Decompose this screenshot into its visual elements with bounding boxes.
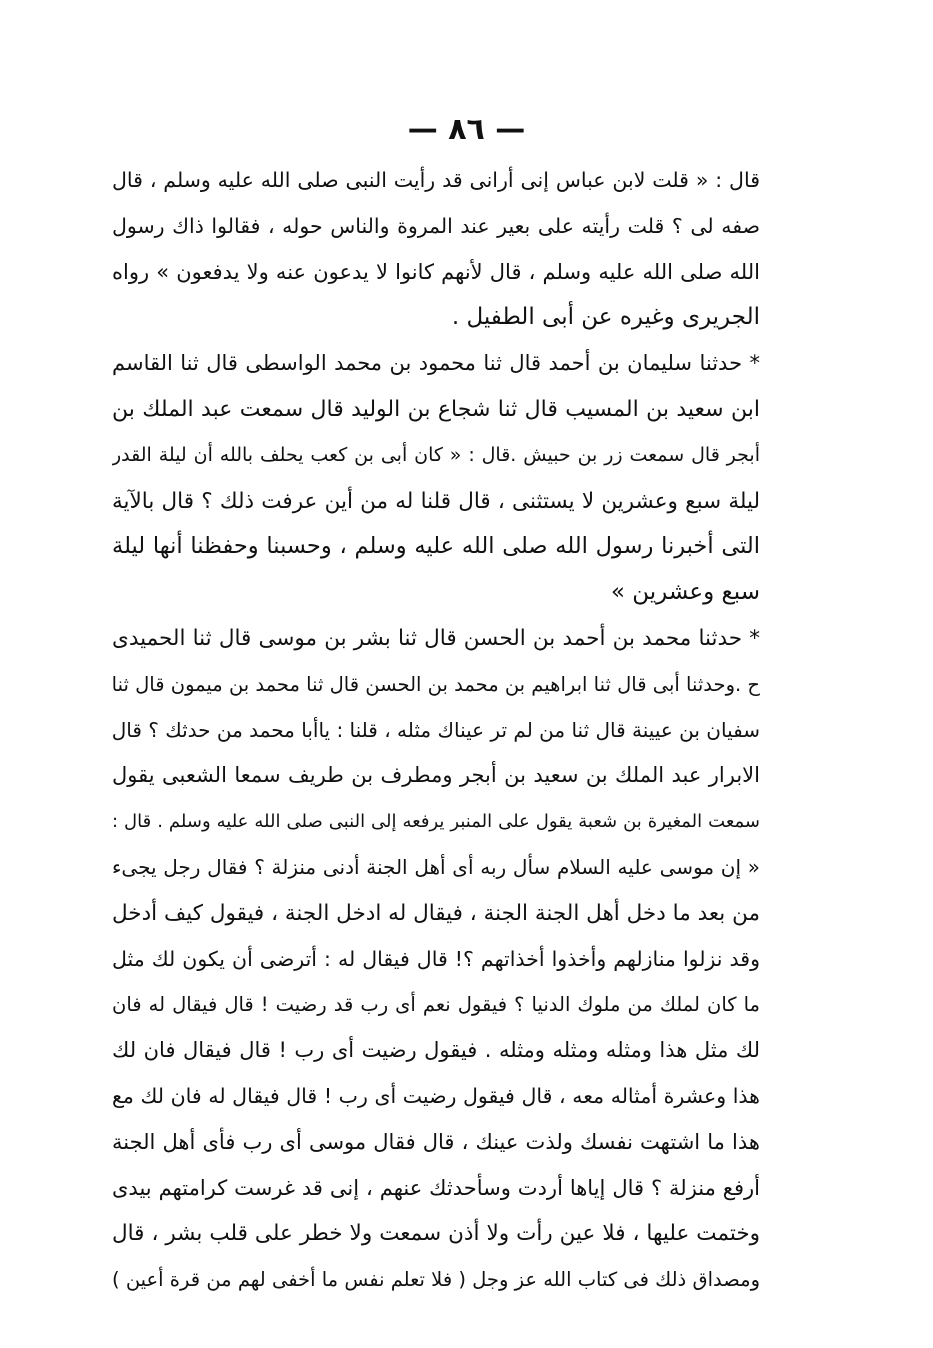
text-line: أبجر قال سمعت زر بن حبيش .قال : « كان أبى بن كعب يحلف بالله أن ليلة القدر bbox=[112, 443, 760, 466]
text-line: التى أخبرنا رسول الله صلى الله عليه وسلم ، وحسبنا وحفظنا أنها ليلة bbox=[112, 533, 760, 560]
text-line: هذا وعشرة أمثاله معه ، قال فيقول رضيت أى رب ! قال فيقال له فان لك مع bbox=[112, 1083, 760, 1108]
text-line: لك مثل هذا ومثله ومثله ومثله . فيقول رضيت أى رب ! قال فيقال فان لك bbox=[112, 1038, 760, 1063]
text-line: ومصداق ذلك فى كتاب الله عز وجل ( فلا تعلم نفس ما أخفى لهم من قرة أعين ) bbox=[112, 1268, 760, 1292]
text-line: صفه لى ؟ قلت رأيته على بعير عند المروة والناس حوله ، فقالوا ذاك رسول bbox=[112, 213, 760, 238]
text-line: « إن موسى عليه السلام سأل ربه أى أهل الجنة أدنى منزلة ؟ فقال رجل يجىء bbox=[112, 854, 760, 879]
text-line: الابرار عبد الملك بن سعيد بن أبجر ومطرف بن طريف سمعا الشعبى يقول bbox=[112, 763, 760, 788]
text-line: الجريرى وغيره عن أبى الطفيل . bbox=[451, 304, 760, 331]
text-line: * حدثنا محمد بن أحمد بن الحسن قال ثنا بشر بن موسى قال ثنا الحميدى bbox=[112, 625, 760, 651]
text-line: سمعت المغيرة بن شعبة يقول على المنبر يرفعه إلى النبى صلى الله عليه وسلم . قال : bbox=[112, 811, 760, 833]
page-number: — ٨٦ — bbox=[407, 112, 526, 147]
text-line: * حدثنا سليمان بن أحمد قال ثنا محمود بن محمد الواسطى قال ثنا القاسم bbox=[112, 351, 760, 376]
text-line: وختمت عليها ، فلا عين رأت ولا أذن سمعت ولا خطر على قلب بشر ، قال bbox=[112, 1221, 760, 1247]
text-line: ما كان لملك من ملوك الدنيا ؟ فيقول نعم أى رب قد رضيت ! قال فيقال له فان bbox=[112, 993, 760, 1017]
text-line: قال : « قلت لابن عباس إنى أرانى قد رأيت النبى صلى الله عليه وسلم ، قال bbox=[112, 168, 760, 192]
text-line: من بعد ما دخل أهل الجنة الجنة ، فيقال له ادخل الجنة ، فيقول كيف أدخل bbox=[112, 900, 760, 926]
text-line: هذا ما اشتهت نفسك ولذت عينك ، قال فقال موسى أى رب فأى أهل الجنة bbox=[112, 1129, 760, 1154]
body-text bbox=[112, 158, 760, 1303]
text-line: أرفع منزلة ؟ قال إياها أردت وسأحدثك عنهم ، إنى قد غرست كرامتهم بيدى bbox=[112, 1175, 760, 1200]
text-line: وقد نزلوا منازلهم وأخذوا أخذاتهم ؟! قال فيقال له : أترضى أن يكون لك مثل bbox=[112, 946, 760, 971]
text-line: ليلة سبع وعشرين لا يستثنى ، قال قلنا له من أين عرفت ذلك ؟ قال بالآية bbox=[112, 488, 760, 514]
text-line: ح .وحدثنا أبى قال ثنا ابراهيم بن محمد بن الحسن قال ثنا محمد بن ميمون قال ثنا bbox=[112, 672, 760, 696]
text-line: ابن سعيد بن المسيب قال ثنا شجاع بن الوليد قال سمعت عبد الملك بن bbox=[112, 396, 760, 422]
text-line: سبع وعشرين » bbox=[610, 579, 760, 606]
text-line: الله صلى الله عليه وسلم ، قال لأنهم كانوا لا يدعون عنه ولا يدفعون » رواه bbox=[112, 259, 760, 284]
text-line: سفيان بن عيينة قال ثنا من لم تر عيناك مثله ، قلنا : ياأبا محمد من حدثك ؟ قال bbox=[112, 717, 760, 742]
